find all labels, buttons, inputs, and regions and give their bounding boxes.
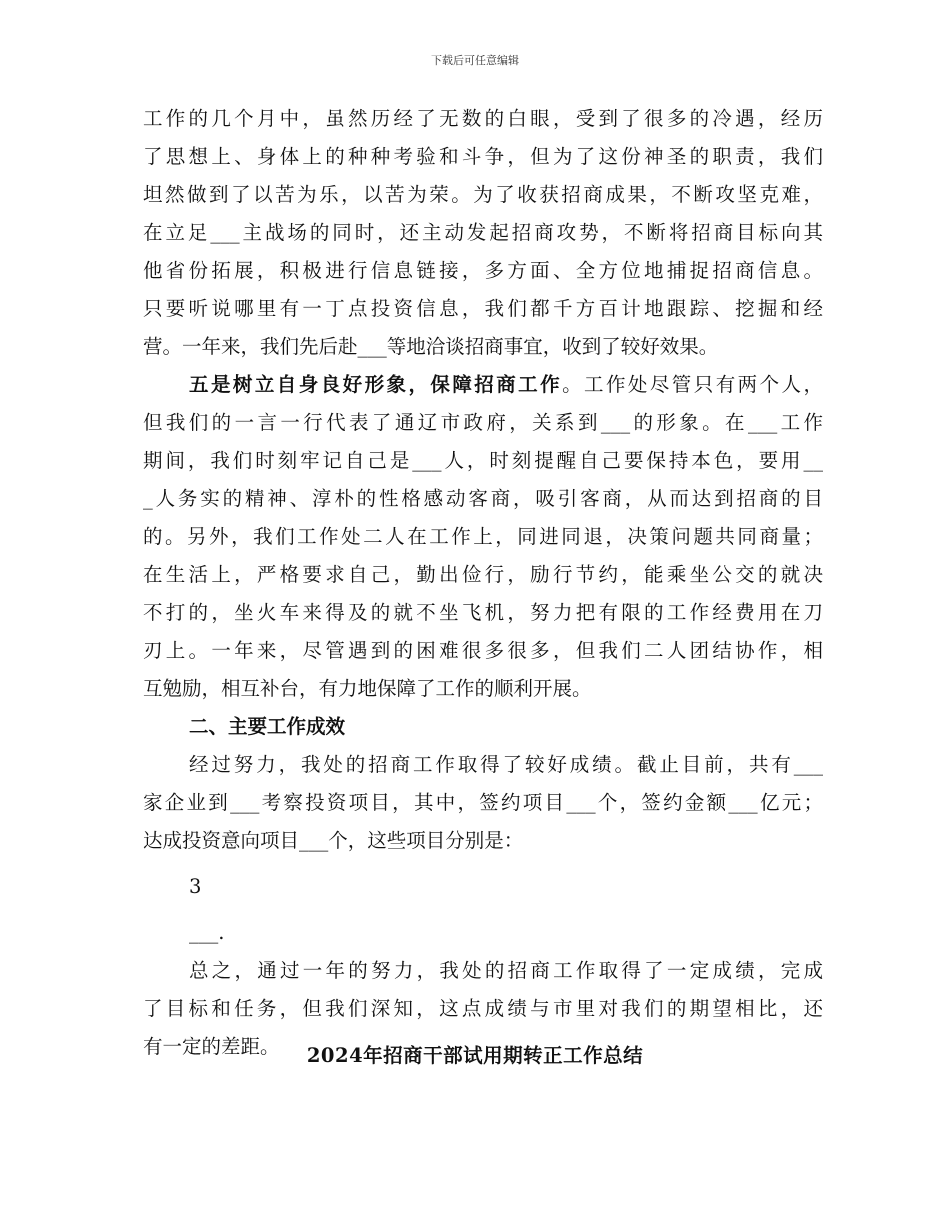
document-body — [143, 100, 823, 1066]
text-line: 的。另外，我们工作处二人在工作上，同进同退，决策问题共同商量； — [143, 525, 823, 548]
text-line: 总之，通过一年的努力，我处的招商工作取得了一定成绩，完成 — [189, 959, 823, 982]
text-line: 有一定的差距。 — [143, 1035, 280, 1058]
blank-item: ___. — [189, 921, 225, 944]
text-line: 但我们的一言一行代表了通辽市政府，关系到___的形象。在___工作 — [143, 411, 823, 434]
text-line: 期间，我们时刻牢记自己是___人，时刻提醒自己要保持本色，要用__ — [143, 449, 823, 472]
paragraph-heading: 五是树立自身良好形象，保障招商工作 — [189, 373, 563, 396]
paragraph-2 — [143, 366, 823, 708]
text-line: 在立足___主战场的同时，还主动发起招商攻势，不断将招商目标向其 — [143, 221, 823, 244]
text-line: 了目标和任务，但我们深知，这点成绩与市里对我们的期望相比，还 — [143, 997, 823, 1020]
document-title: 2024年招商干部试用期转正工作总结 — [306, 1044, 644, 1067]
text-line: 经过努力，我处的招商工作取得了较好成绩。截止目前，共有___ — [189, 753, 823, 776]
text-line: 达成投资意向项目___个，这些项目分别是： — [143, 829, 524, 852]
page-header-note: 下载后可任意编辑 — [431, 54, 519, 67]
text-line — [143, 366, 823, 404]
text-line: 刃上。一年来，尽管遇到的困难很多很多，但我们二人团结协作，相 — [143, 639, 823, 662]
page-number: 3 — [189, 875, 202, 898]
section-heading: 二、主要工作成效 — [189, 715, 346, 738]
text-line: 他省份拓展，积极进行信息链接，多方面、全方位地捕捉招商信息。 — [143, 259, 823, 282]
text-line: 互勉励，相互补台，有力地保障了工作的顺利开展。 — [143, 677, 592, 700]
paragraph-3 — [143, 746, 823, 860]
text-line: 营。一年来，我们先后赴___等地洽谈招商事宜，收到了较好效果。 — [143, 335, 719, 358]
text-line: 在生活上，严格要求自己，勤出俭行，励行节约，能乘坐公交的就决 — [143, 563, 823, 586]
text-line: 了思想上、身体上的种种考验和斗争，但为了这份神圣的职责，我们 — [143, 145, 823, 168]
text-fragment: 。工作处尽管只有两个人， — [562, 373, 823, 396]
text-line: 不打的，坐火车来得及的就不坐飞机，努力把有限的工作经费用在刀 — [143, 601, 823, 624]
paragraph-1 — [143, 100, 823, 366]
text-line: 工作的几个月中，虽然历经了无数的白眼，受到了很多的冷遇，经历 — [143, 107, 823, 130]
text-line: 家企业到___考察投资项目，其中，签约项目___个，签约金额___亿元； — [143, 791, 823, 814]
text-line: _人务实的精神、淳朴的性格感动客商，吸引客商，从而达到招商的目 — [143, 487, 823, 510]
text-line: 坦然做到了以苦为乐，以苦为荣。为了收获招商成果，不断攻坚克难， — [143, 183, 823, 206]
text-line: 只要听说哪里有一丁点投资信息，我们都千方百计地跟踪、挖掘和经 — [143, 297, 823, 320]
